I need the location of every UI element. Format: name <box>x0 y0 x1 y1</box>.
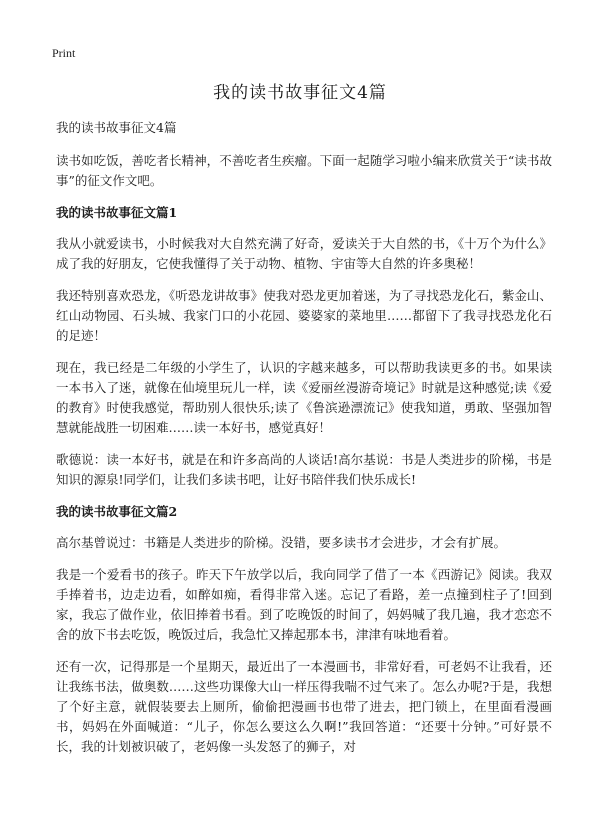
section-heading: 我的读书故事征文篇1 <box>56 205 178 220</box>
paragraph: 还有一次，记得那是一个星期天，最近出了一本漫画书，非常好看，可老妈不让我看，还让我练书法，做奥数……这些功课像大山一样压得我喘不过气来了。怎么办呢?于是，我想了个好主意，就假装要去上厕所，偷偷把漫画书也带了进去，把门锁上，在里面看漫画书，妈妈在外面喊道：“儿子，你怎么要这么久啊!”我回答道：“还要十分钟。”可好景不长，我的计划被识破了，老妈像一头发怒了的狮子，对 <box>56 659 552 754</box>
paragraph: 我从小就爱读书，小时候我对大自然充满了好奇，爱读关于大自然的书，《十万个为什么》成了我的好朋友，它使我懂得了关于动物、植物、宇宙等大自然的许多奥秘！ <box>56 236 552 271</box>
article-body <box>56 118 552 769</box>
intro-paragraph: 读书如吃饭，善吃者长精神，不善吃者生疾瘤。下面一起随学习啦小编来欣赏关于“读书故事”的征文作文吧。 <box>56 153 552 188</box>
paragraph: 高尔基曾说过：书籍是人类进步的阶梯。没错，要多读书才会进步，才会有扩展。 <box>56 535 507 550</box>
page-title: 我的读书故事征文4篇 <box>213 83 387 103</box>
paragraph: 歌德说：读一本好书，就是在和许多高尚的人谈话!高尔基说：书是人类进步的阶梯，书是知识的源泉!同学们，让我们多读书吧，让好书陪伴我们快乐成长! <box>56 452 552 487</box>
section-heading: 我的读书故事征文篇2 <box>56 504 178 519</box>
paragraph: 我还特别喜欢恐龙，《听恐龙讲故事》使我对恐龙更加着迷，为了寻找恐龙化石，紫金山、红山动物园、石头城、我家门口的小花园、婆婆家的菜地里……都留下了我寻找恐龙化石的足迹！ <box>56 288 552 343</box>
article-subtitle: 我的读书故事征文4篇 <box>56 120 177 135</box>
essay-section-2 <box>56 502 552 757</box>
print-link[interactable]: Print <box>52 46 76 60</box>
paragraph: 现在，我已经是二年级的小学生了，认识的字越来越多，可以帮助我读更多的书。如果读一本书入了迷，就像在仙境里玩儿一样，读《爱丽丝漫游奇境记》时就是这种感觉;读《爱的教育》时使我感觉，帮助别人很快乐;读了《鲁滨逊漂流记》使我知道，勇敢、坚强加智慧就能战胜一切困难……读一本好书，感觉真好！ <box>56 360 552 435</box>
essay-section-1 <box>56 203 552 490</box>
paragraph: 我是一个爱看书的孩子。昨天下午放学以后，我向同学了借了一本《西游记》阅读。我双手捧着书，边走边看，如醉如痴，看得非常入迷。忘记了看路，差一点撞到柱子了!回到家，我忘了做作业，依旧捧着书看。到了吃晚饭的时间了，妈妈喊了我几遍，我才恋恋不舍的放下书去吃饭，晚饭过后，我急忙又捧起那本书，津津有味地看着。 <box>56 567 552 642</box>
